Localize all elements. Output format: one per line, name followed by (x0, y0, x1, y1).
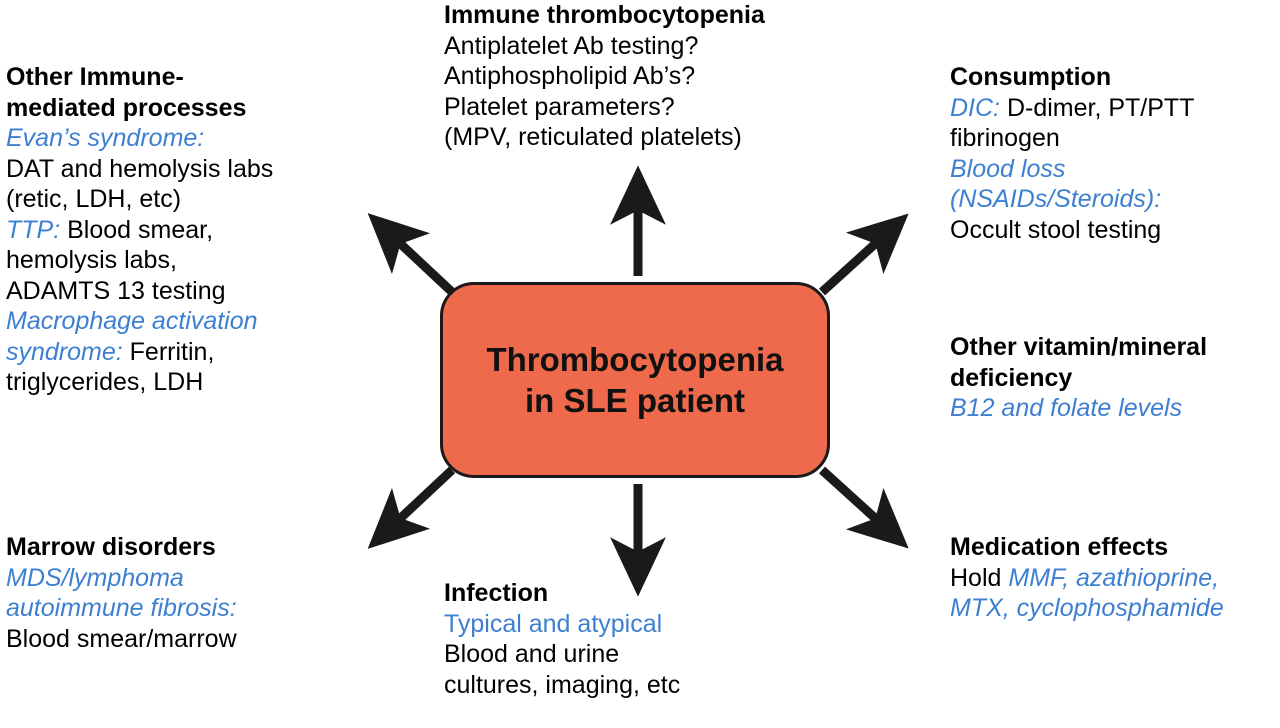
accent-line: B12 and folate levels (950, 394, 1183, 422)
accent-line1: MDS/lymphoma (6, 563, 184, 592)
item-dic (950, 93, 1280, 124)
branch-heading: Marrow disorders (6, 533, 216, 561)
detail-line: hemolysis labs, (6, 246, 177, 274)
detail-line: triglycerides, LDH (6, 368, 204, 396)
central-node-line1: Thrombocytopenia (486, 340, 784, 378)
detail-line: ADAMTS 13 testing (6, 276, 226, 305)
branch-heading: Infection (444, 579, 549, 607)
detail-line: Blood smear/marrow (6, 624, 237, 653)
branch-line: Antiphospholipid Ab’s? (444, 62, 696, 90)
branch-other-immune-mediated-processes (6, 62, 346, 398)
term-macrophage-activation-line1: Macrophage activation (6, 307, 258, 335)
central-node-line2: in SLE patient (524, 382, 745, 419)
item-macrophage-activation (6, 337, 346, 368)
central-node-label (486, 339, 783, 422)
arrow-up-left (390, 234, 452, 292)
detail-inline: Blood smear, (60, 215, 214, 244)
branch-heading-line1: Other vitamin/mineral (950, 333, 1208, 361)
branch-medication-effects (950, 532, 1280, 624)
term-evans-syndrome: Evan’s syndrome: (6, 124, 205, 152)
branch-vitamin-mineral-deficiency (950, 332, 1280, 424)
arrow-down-left (390, 470, 452, 528)
branch-line: (MPV, reticulated platelets) (444, 123, 742, 151)
branch-heading-line1: Other Immune- (6, 63, 184, 91)
branch-line: Antiplatelet Ab testing? (444, 31, 699, 60)
detail-line: DAT and hemolysis labs (6, 154, 274, 183)
detail-line: Blood and urine (444, 640, 620, 668)
arrow-down-right (822, 470, 886, 528)
branch-heading: Immune thrombocytopenia (444, 1, 765, 29)
detail-line: (retic, LDH, etc) (6, 185, 182, 213)
term-blood-loss-line2: (NSAIDs/Steroids): (950, 185, 1162, 213)
term-dic: DIC: (950, 93, 1000, 122)
accent-line: Typical and atypical (444, 609, 663, 638)
branch-line: Platelet parameters? (444, 92, 675, 121)
branch-heading: Consumption (950, 63, 1112, 91)
branch-heading: Medication effects (950, 533, 1169, 561)
branch-heading-line2: deficiency (950, 363, 1073, 392)
detail-inline: Ferritin, (122, 337, 215, 366)
detail-line: Occult stool testing (950, 215, 1162, 244)
term-macrophage-activation-line2: syndrome: (6, 337, 123, 366)
item-ttp (6, 215, 346, 246)
accent-line1: MMF, azathioprine, (1008, 563, 1220, 592)
prefix-hold: Hold (950, 563, 1009, 592)
branch-heading-line2: mediated processes (6, 93, 247, 122)
branch-consumption (950, 62, 1280, 245)
accent-line2: MTX, cyclophosphamide (950, 594, 1224, 622)
medication-first-line (950, 563, 1280, 594)
central-node (440, 282, 830, 478)
branch-immune-thrombocytopenia (444, 0, 944, 153)
term-ttp: TTP: (6, 215, 61, 244)
accent-line2: autoimmune fibrosis: (6, 594, 237, 622)
branch-infection (444, 578, 774, 700)
term-blood-loss-line1: Blood loss (950, 154, 1066, 183)
arrow-up-right (822, 234, 886, 292)
detail-line: cultures, imaging, etc (444, 670, 681, 699)
detail-line: fibrinogen (950, 124, 1060, 152)
branch-marrow-disorders (6, 532, 346, 654)
detail-inline: D-dimer, PT/PTT (1000, 93, 1195, 122)
